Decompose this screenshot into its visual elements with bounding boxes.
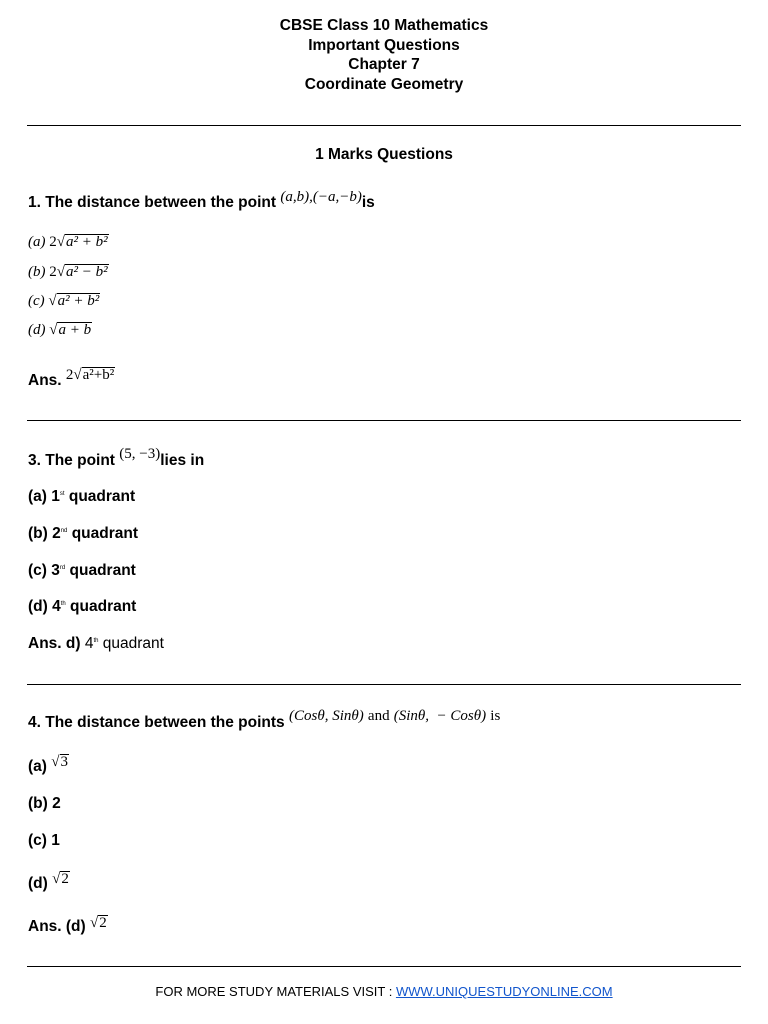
q1-option-d-radicand: a + b — [58, 322, 92, 338]
header-line-1: CBSE Class 10 Mathematics — [279, 17, 489, 34]
q1-option-d-label: (d) — [28, 322, 46, 338]
question-4-is: is — [490, 708, 501, 724]
q4-option-a-value: 3 — [60, 754, 68, 770]
question-4-and: and — [367, 708, 390, 724]
q3-option-d-text: quadrant — [65, 598, 137, 615]
q3-option-a-label: (a) 1 — [28, 488, 60, 505]
q3-option-d — [28, 598, 136, 616]
section-title: 1 Marks Questions — [315, 146, 453, 163]
q1-answer-coef: 2 — [65, 367, 74, 383]
q3-option-d-ord: th — [60, 601, 66, 607]
radical-icon: √ — [52, 871, 61, 887]
q1-answer — [28, 366, 115, 389]
q1-option-a-label: (a) — [28, 234, 46, 250]
divider-4 — [27, 966, 741, 967]
q1-option-a — [28, 234, 109, 251]
radical-icon: √ — [56, 264, 65, 280]
q3-answer-text: quadrant — [98, 635, 164, 652]
q3-option-c-ord: rd — [59, 565, 66, 571]
radical-icon: √ — [90, 915, 99, 931]
q3-option-c — [28, 562, 136, 580]
q4-option-b-label: (b) 2 — [28, 795, 61, 812]
q3-option-d-label: (d) 4 — [28, 598, 61, 615]
q1-answer-label: Ans. — [28, 372, 62, 389]
q1-option-b-coef: 2 — [49, 264, 57, 280]
q4-option-d — [28, 871, 70, 893]
question-1 — [28, 189, 375, 212]
q4-option-c-label: (c) 1 — [28, 832, 60, 849]
q1-option-a-radicand: a² + b² — [65, 234, 108, 250]
q3-answer-ord: th — [93, 638, 99, 644]
document-header — [0, 16, 768, 95]
q3-option-c-label: (c) 3 — [28, 562, 60, 579]
q4-option-b — [28, 795, 61, 813]
q4-answer — [28, 915, 108, 936]
question-1-label: 1. The distance between the point — [28, 194, 277, 211]
q4-option-c — [28, 832, 60, 850]
q3-option-a-text: quadrant — [64, 488, 136, 505]
question-3-math: (5, −3) — [119, 446, 161, 462]
radical-icon: √ — [56, 234, 65, 250]
q4-answer-label: Ans. (d) — [28, 918, 86, 935]
radical-icon: √ — [49, 322, 58, 338]
question-3-suffix: lies in — [160, 452, 205, 469]
footer-website-link[interactable]: WWW.UNIQUESTUDYONLINE.COM — [395, 984, 613, 999]
divider-1 — [27, 125, 741, 126]
q1-option-b — [28, 264, 109, 281]
question-4-point-1: (Cosθ, Sinθ) — [288, 708, 364, 724]
q3-answer-label: Ans. d) — [28, 635, 81, 652]
q3-option-a-ord: st — [59, 491, 65, 497]
q3-option-b-ord: nd — [60, 528, 68, 534]
question-1-math: (a,b),(−a,−b) — [280, 189, 362, 205]
q1-option-c-radicand: a² + b² — [57, 293, 100, 309]
q4-option-d-label: (d) — [28, 875, 48, 892]
q1-answer-radicand: a²+b² — [82, 367, 115, 383]
q3-answer-num: 4 — [84, 635, 94, 652]
question-3-label: 3. The point — [28, 452, 115, 469]
radical-icon: √ — [48, 293, 57, 309]
q1-option-d — [28, 322, 92, 339]
question-4 — [28, 708, 501, 732]
question-1-suffix: is — [361, 194, 375, 211]
q1-option-c-label: (c) — [28, 293, 45, 309]
q4-option-d-value: 2 — [61, 871, 69, 887]
q3-option-b — [28, 525, 138, 543]
divider-2 — [27, 420, 741, 421]
q3-option-c-text: quadrant — [65, 562, 136, 579]
q1-option-a-coef: 2 — [49, 234, 57, 250]
question-4-point-2: (Sinθ, − Cosθ) — [393, 708, 487, 724]
q3-answer — [28, 635, 164, 653]
q4-option-a-label: (a) — [28, 758, 47, 775]
footer — [0, 984, 768, 999]
q1-option-b-radicand: a² − b² — [65, 264, 108, 280]
header-line-3: Chapter 7 — [348, 56, 420, 74]
q3-option-b-label: (b) 2 — [28, 525, 61, 542]
q3-option-a — [28, 488, 135, 506]
question-4-label: 4. The distance between the points — [28, 714, 285, 731]
header-line-2: Important Questions — [308, 36, 460, 54]
radical-icon: √ — [51, 754, 60, 770]
footer-text: FOR MORE STUDY MATERIALS VISIT : — [155, 984, 396, 999]
q1-option-b-label: (b) — [28, 264, 46, 280]
header-line-4: Coordinate Geometry — [304, 76, 464, 94]
q4-answer-value: 2 — [99, 915, 107, 931]
radical-icon: √ — [73, 367, 82, 383]
question-3 — [28, 446, 205, 470]
q4-option-a — [28, 754, 69, 776]
q1-option-c — [28, 293, 100, 310]
q3-option-b-text: quadrant — [67, 525, 139, 542]
divider-3 — [27, 684, 741, 685]
